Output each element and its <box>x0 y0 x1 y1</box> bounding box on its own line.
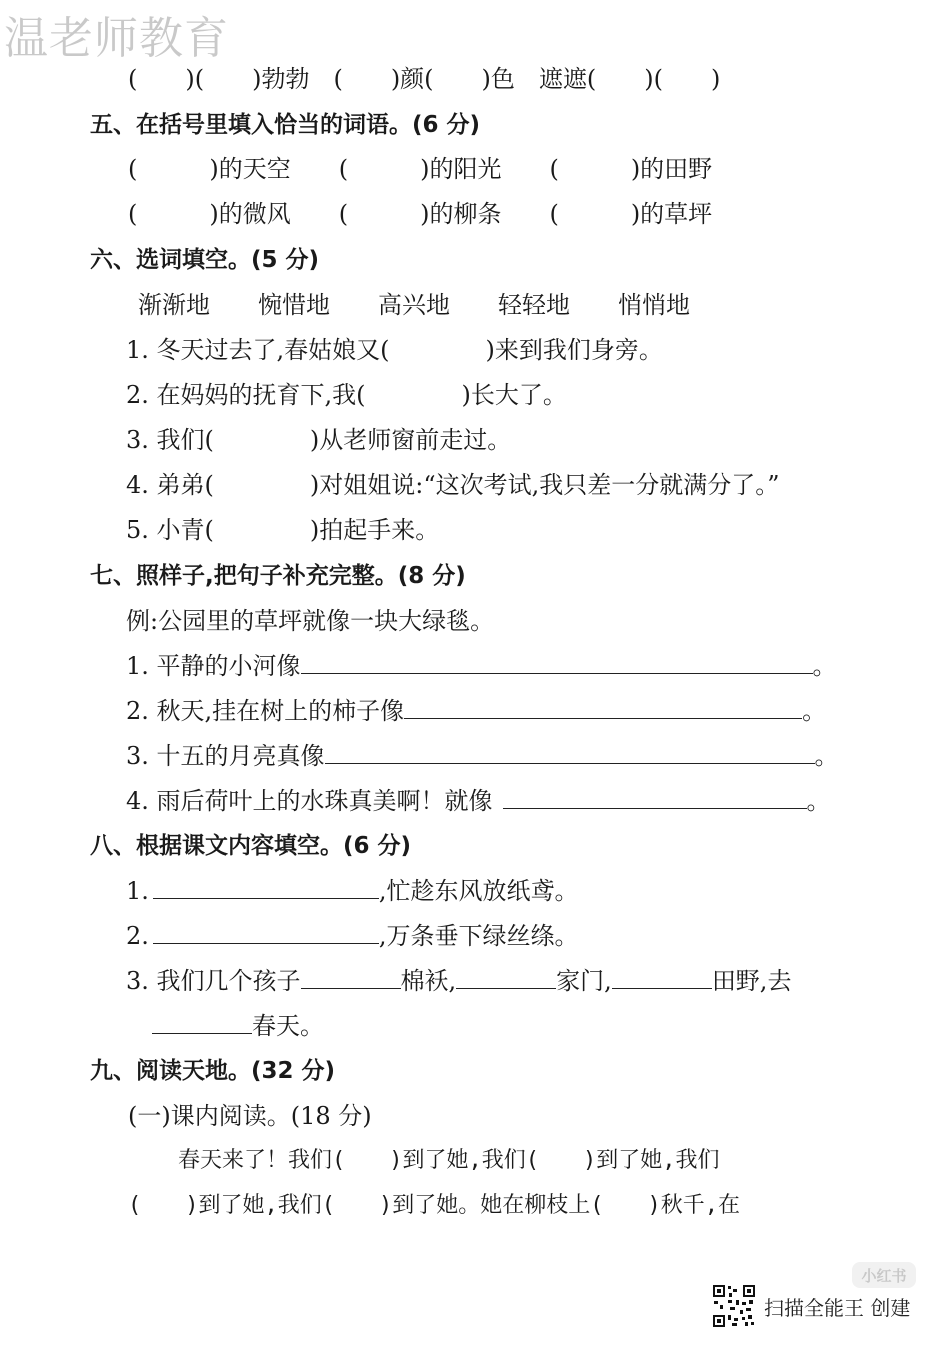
section-8-q3 <box>126 966 791 996</box>
q2-num: 2. <box>126 922 149 950</box>
watermark: 温老师教育 <box>4 13 229 64</box>
section-6-q1: 1. 冬天过去了,春姑娘又( )来到我们身旁。 <box>126 336 663 364</box>
section-8-q2 <box>126 921 579 951</box>
footer-text: 扫描全能王 创建 <box>764 1295 911 1320</box>
section-7-example: 例:公园里的草坪就像一块大绿毯。 <box>126 607 495 635</box>
section-9-title: 九、阅读天地。(32 分) <box>90 1058 336 1084</box>
period: 。 <box>802 697 827 725</box>
q3-text-c: 家门, <box>556 967 612 995</box>
section-8-q3-cont <box>152 1011 324 1041</box>
q4-text: 4. 雨后荷叶上的水珠真美啊！就像 <box>126 787 493 815</box>
section-9-subtitle: (一)课内阅读。(18 分) <box>128 1102 372 1130</box>
section-5-row-2: ( )的微风 ( )的柳条 ( )的草坪 <box>128 200 713 228</box>
qr-code-icon <box>712 1284 756 1328</box>
answer-line[interactable] <box>325 741 815 764</box>
period: 。 <box>814 742 839 770</box>
q3-text-b: 棉袄, <box>400 967 457 995</box>
q3-text-e: 春天。 <box>252 1012 324 1040</box>
q3-text: 3. 十五的月亮真像 <box>126 742 325 770</box>
answer-line[interactable] <box>612 966 712 989</box>
fill-blank-idioms: ( )( )勃勃 ( )颜( )色 遮遮( )( ) <box>128 65 721 93</box>
answer-line[interactable] <box>153 921 379 944</box>
period: 。 <box>812 652 837 680</box>
scanner-footer <box>712 1284 910 1328</box>
reading-passage-line-2: ( )到了她,我们( )到了她。她在柳枝上( )秋千,在 <box>128 1193 740 1218</box>
answer-line[interactable] <box>503 786 807 809</box>
section-6-q4: 4. 弟弟( )对姐姐说:“这次考试,我只差一分就满分了。” <box>126 471 780 499</box>
answer-line[interactable] <box>456 966 556 989</box>
answer-line[interactable] <box>301 966 401 989</box>
answer-line[interactable] <box>404 696 802 719</box>
section-5-row-1: ( )的天空 ( )的阳光 ( )的田野 <box>128 155 713 183</box>
q1-text: ,忙趁东风放纸鸢。 <box>378 877 579 905</box>
answer-line[interactable] <box>152 1011 252 1034</box>
q3-text-d: 田野,去 <box>711 967 792 995</box>
q3-text-a: 3. 我们几个孩子 <box>126 967 301 995</box>
word-bank: 渐渐地 惋惜地 高兴地 轻轻地 悄悄地 <box>138 291 690 319</box>
section-8-q1 <box>126 876 579 906</box>
section-5-title: 五、在括号里填入恰当的词语。(6 分) <box>90 112 481 138</box>
section-6-q2: 2. 在妈妈的抚育下,我( )长大了。 <box>126 381 567 409</box>
period: 。 <box>806 787 831 815</box>
section-6-q5: 5. 小青( )拍起手来。 <box>126 516 440 544</box>
section-7-title: 七、照样子,把句子补充完整。(8 分) <box>90 563 466 589</box>
section-6-title: 六、选词填空。(5 分) <box>90 247 320 273</box>
logo-badge: 小红书 <box>852 1262 916 1288</box>
section-7-q3 <box>126 741 839 771</box>
q2-text: ,万条垂下绿丝绦。 <box>378 922 579 950</box>
answer-line[interactable] <box>301 651 813 674</box>
section-7-q2 <box>126 696 826 726</box>
section-7-q4 <box>126 786 831 816</box>
reading-passage-line-1: 春天来了！我们( )到了她,我们( )到了她,我们 <box>178 1148 720 1173</box>
section-7-q1 <box>126 651 837 681</box>
q2-text: 2. 秋天,挂在树上的柿子像 <box>126 697 405 725</box>
answer-line[interactable] <box>153 876 379 899</box>
section-8-title: 八、根据课文内容填空。(6 分) <box>90 833 412 859</box>
section-6-q3: 3. 我们( )从老师窗前走过。 <box>126 426 512 454</box>
q1-num: 1. <box>126 877 149 905</box>
q1-text: 1. 平静的小河像 <box>126 652 301 680</box>
